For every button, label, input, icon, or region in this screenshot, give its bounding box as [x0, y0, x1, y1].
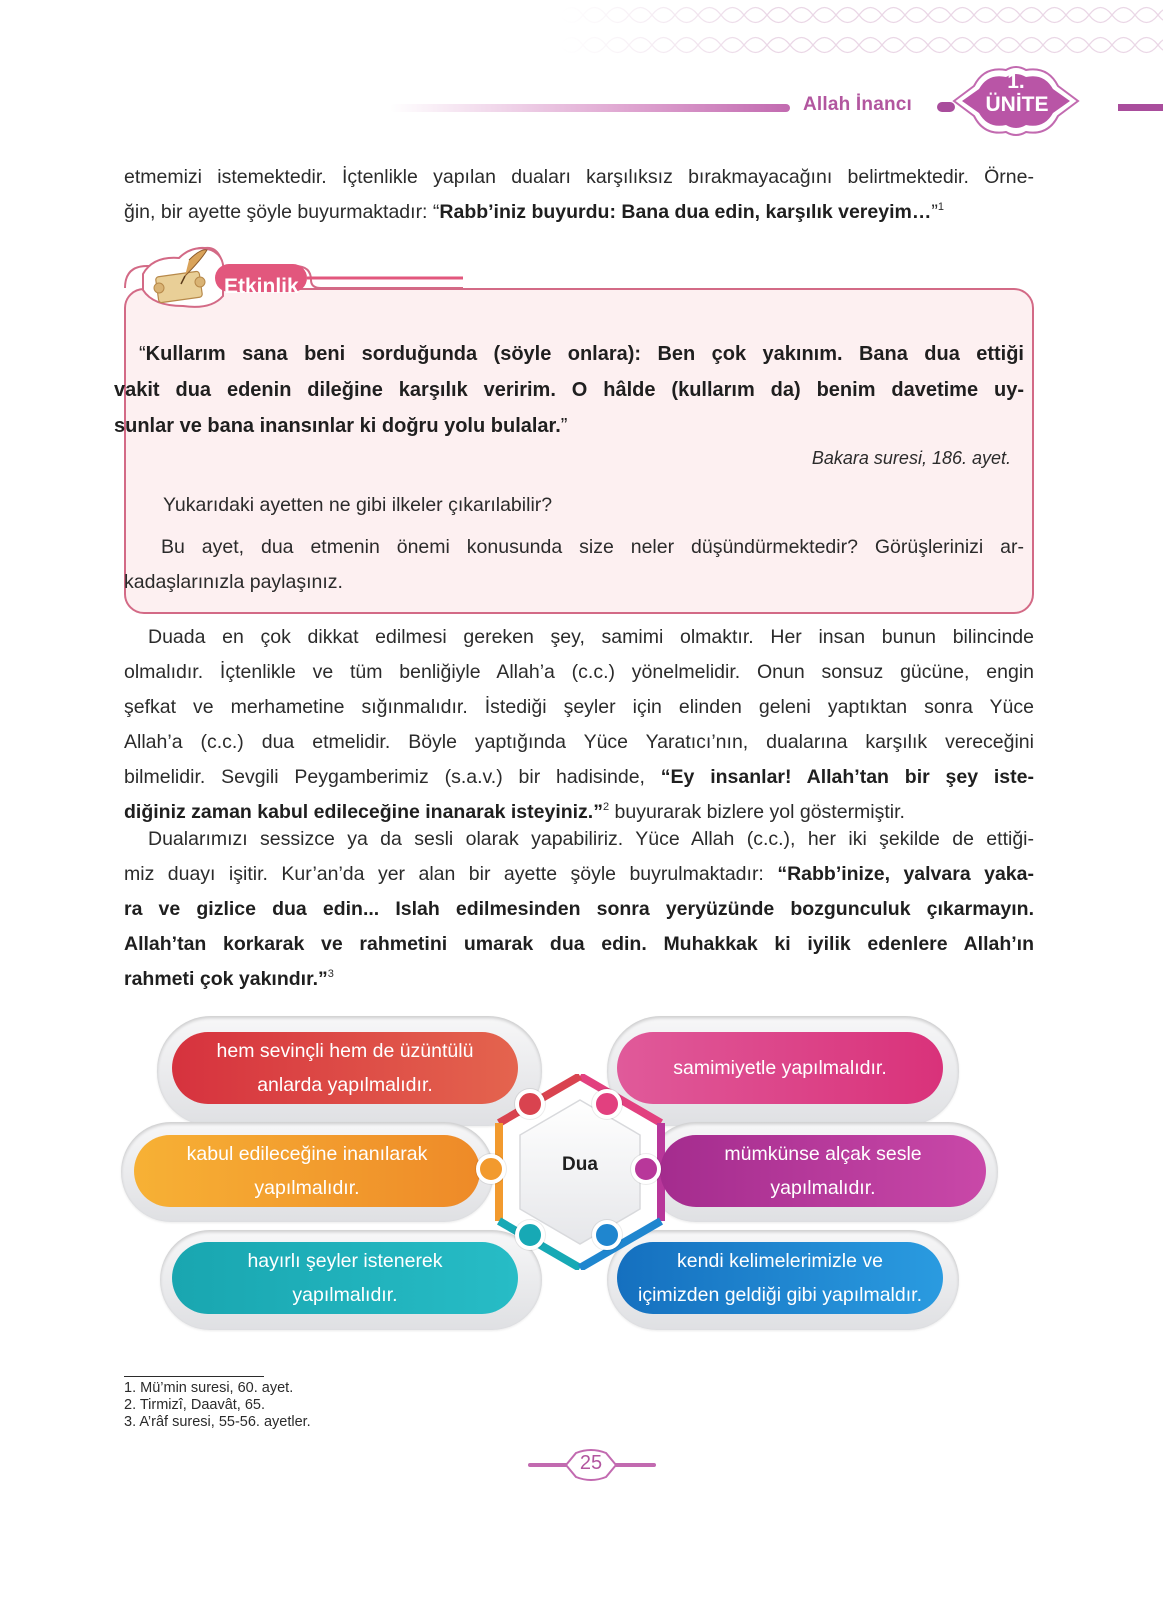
- header-pattern: [560, 0, 1163, 62]
- header-rule-right: [1118, 104, 1163, 111]
- verse-line-2: vakit dua edenin dileğine karşılık veririm. O hâlde (kullarım da) benim davetime uy-: [114, 379, 1024, 401]
- dua-item-3: kabul edileceğine inanılarak yapılmalıdır.: [134, 1135, 480, 1207]
- intro-line-2: ğin, bir ayette şöyle buyurmaktadır: “Rabb’iniz buyurdu: Bana dua edin, karşılık vereyim…”$^1$: [124, 201, 944, 223]
- unit-label: ÜNİTE: [985, 93, 1049, 116]
- verse-source: Bakara suresi, 186. ayet.: [811, 448, 1011, 468]
- connector-dot-5: [515, 1220, 545, 1250]
- hadith-quote: “Ey insanlar! Allah’tan bir şey iste-: [660, 766, 1034, 788]
- footnote-2: 2. Tirmizî, Daavât, 65.: [124, 1397, 266, 1413]
- footnote-3: 3. A’râf suresi, 55-56. ayetler.: [124, 1414, 311, 1430]
- intro-paragraph: [124, 160, 1034, 230]
- activity-tab: [123, 244, 543, 314]
- footnote-1: 1. Mü’min suresi, 60. ayet.: [124, 1380, 294, 1396]
- quran-quote: Rabb’iniz buyurdu: Bana dua edin, karşılık vereyim…: [439, 201, 932, 223]
- footnote-ref-2: 2: [602, 801, 610, 813]
- body-paragraph-1: Duada en çok dikkat edilmesi gereken şey, samimi olmaktır. Her insan bunun bilincinde olmalıdır. İçtenlikle ve tüm benliğiyle Allah’a (c.c.) yönelmelidir. Onun sonsuz gücüne, engin şefkat ve merhametine sığınmalıdır. İstediği şeyler için elinden geleni yaptıktan sonra Yüce Allah’a (c.c.) dua etmelidir. Böyle yaptığında Yüce Yaratıcı’nın, dualarına karşılık vereceğini bilmelidir. Sevgili Peygamberimiz (s.a.v.) bir hadisinde, “Ey insanlar! Allah’tan bir şey iste- diğiniz zaman kabul edileceğine inanarak isteyiniz.”$^2$ buyurarak bizlere yol göstermiştir.: [124, 626, 1034, 823]
- dua-item-2: samimiyetle yapılmalıdır.: [617, 1032, 943, 1104]
- dua-item-5: hayırlı şeyler istenerek yapılmalıdır.: [172, 1242, 518, 1314]
- activity-question-1: Yukarıdaki ayetten ne gibi ilkeler çıkarılabilir?: [163, 494, 553, 516]
- connector-dot-6: [592, 1220, 622, 1250]
- activity-verse: [114, 336, 1024, 444]
- unit-title: Allah İnancı: [803, 94, 913, 115]
- page-number: 25: [579, 1452, 603, 1474]
- connector-dot-4: [631, 1154, 661, 1184]
- header-rule: [390, 104, 790, 112]
- footnote-ref-3: 3: [327, 968, 334, 980]
- activity-label: Etkinlik: [224, 275, 299, 298]
- verse-line-3: sunlar ve bana inansınlar ki doğru yolu bulalar.”: [114, 415, 568, 437]
- activity-question-2: Bu ayet, dua etmenin önemi konusunda size neler düşündürmektedir? Görüşlerinizi ar- kadaşlarınızla paylaşınız.: [124, 536, 1024, 593]
- connector-dot-3: [476, 1154, 506, 1184]
- verse-line-1: “Kullarım sana beni sorduğunda (söyle onlara): Ben çok yakınım. Bana dua ettiği: [139, 343, 1024, 365]
- footnote-ref-1: 1: [937, 201, 944, 213]
- dua-item-6: kendi kelimelerimizle ve içimizden geldiği gibi yapılmaldır.: [617, 1242, 943, 1314]
- unit-number: 1.: [1007, 70, 1025, 93]
- dua-item-4: mümkünse alçak sesle yapılmalıdır.: [660, 1135, 986, 1207]
- connector-dot-1: [515, 1089, 545, 1119]
- body-paragraph-2: Dualarımızı sessizce ya da sesli olarak yapabiliriz. Yüce Allah (c.c.), her iki şekilde de ettiği- miz duayı işitir. Kur’an’da yer alan bir ayette şöyle buyrulmaktadır: “Rabb’inize, yalvara yaka- ra ve gizlice dua edin... Islah edilmesinden sonra yeryüzünde bozgunculuk çıkarmayın. Allah’tan korkarak ve rahmetini umarak dua edin. Muhakkak ki iyilik edenlere Allah’ın rahmeti çok yakındır.”$^3$: [124, 828, 1034, 990]
- center-label: Dua: [562, 1154, 598, 1175]
- footnote-rule: [124, 1376, 264, 1377]
- connector-dot-2: [592, 1089, 622, 1119]
- intro-line-1: etmemizi istemektedir. İçtenlikle yapılan duaları karşılıksız bırakmayacağını belirtmektedir. Örne-: [124, 166, 1034, 188]
- dua-item-1: hem sevinçli hem de üzüntülü anlarda yapılmalıdır.: [172, 1032, 518, 1104]
